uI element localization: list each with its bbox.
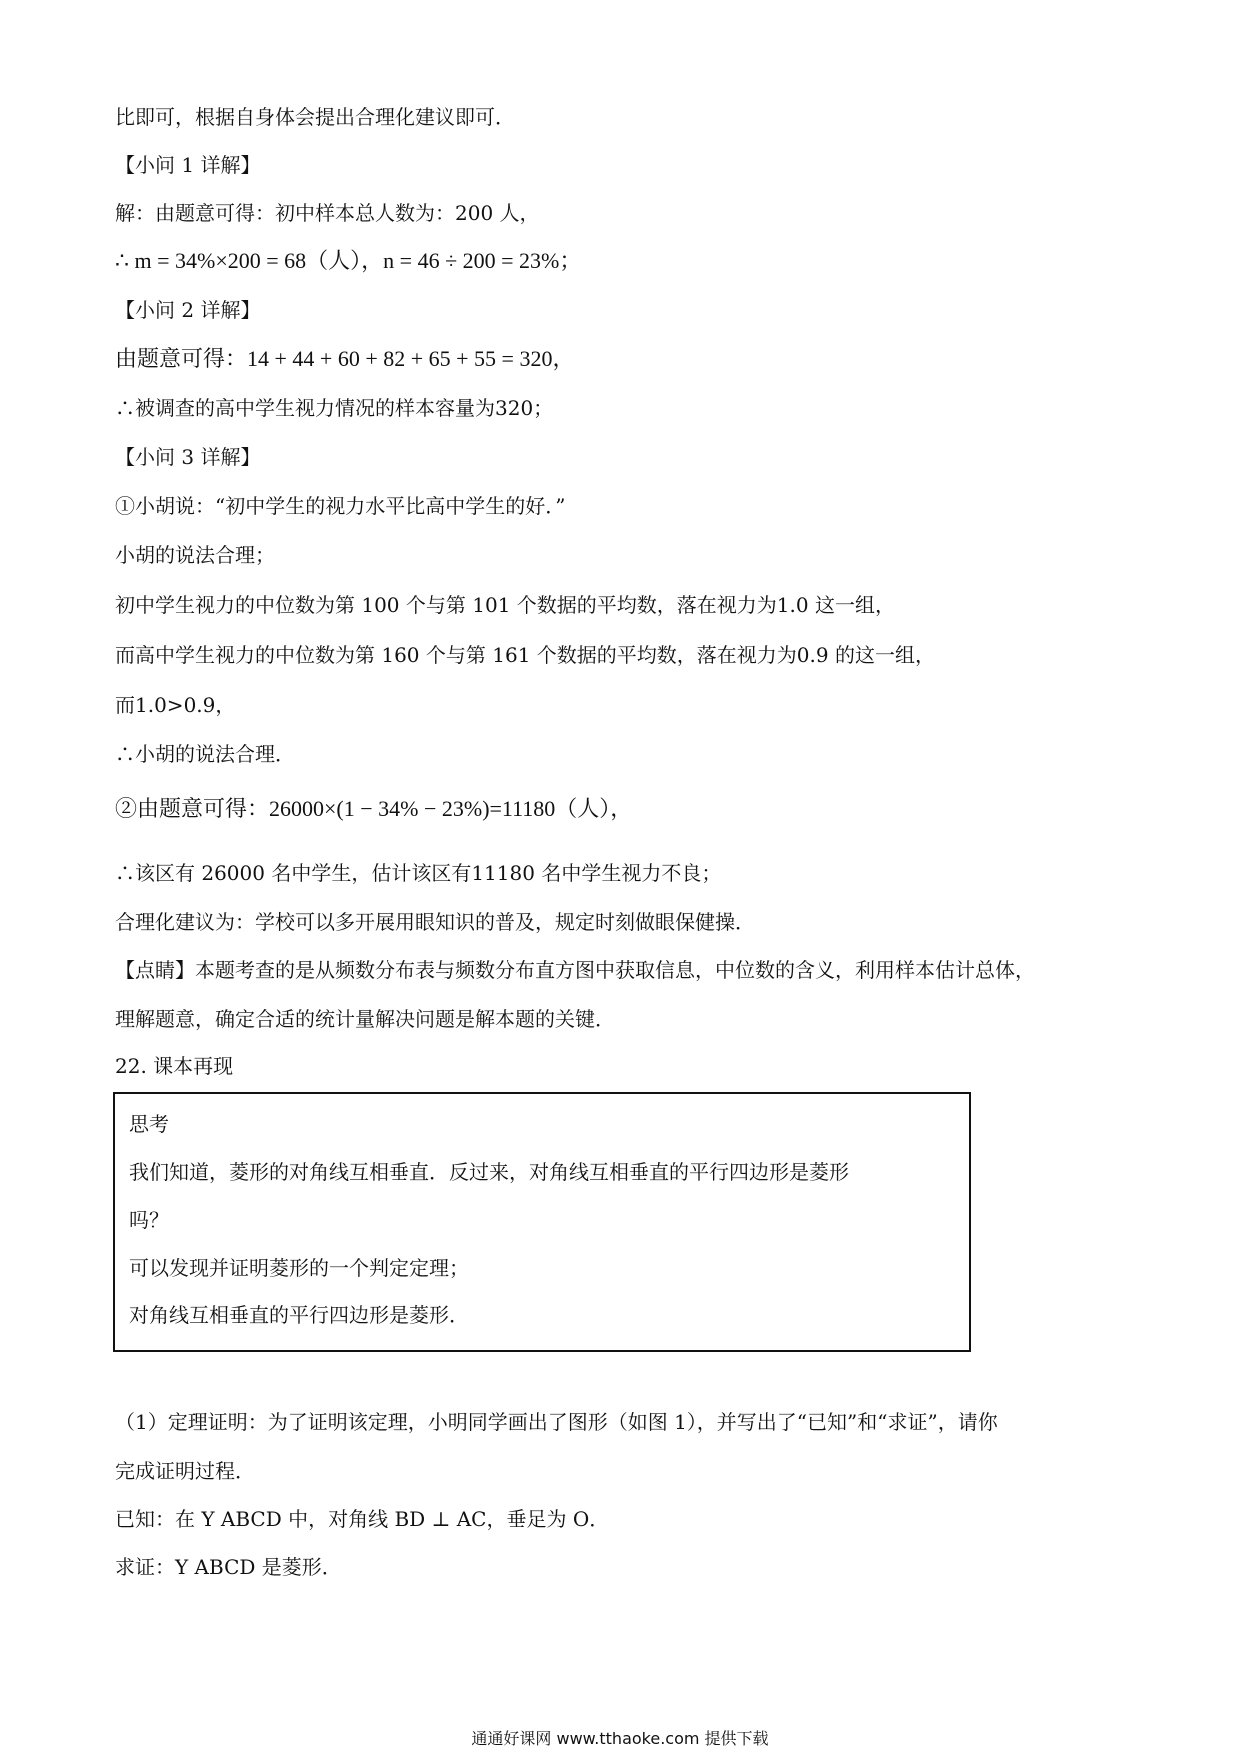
formula-line: ∴ m = 34%×200 = 68（人），n = 46 ÷ 200 = 23%； bbox=[115, 248, 582, 273]
given-line: 已知：在 Y ABCD 中，对角线 BD ⊥ AC，垂足为 O． bbox=[115, 1507, 610, 1531]
text-line: 小胡的说法合理； bbox=[115, 543, 275, 567]
text-line: ①小胡说：“初中学生的视力水平比高中学生的好．” bbox=[115, 494, 566, 518]
text-line: ∴该区有 26000 名中学生，估计该区有11180 名中学生视力不良； bbox=[115, 861, 722, 885]
box-line: 可以发现并证明菱形的一个判定定理； bbox=[129, 1256, 469, 1280]
text-line: 比即可，根据自身体会提出合理化建议即可． bbox=[115, 105, 515, 129]
subquestion-heading-2: 【小问 2 详解】 bbox=[115, 298, 261, 322]
text-line: （1）定理证明：为了证明该定理，小明同学画出了图形（如图 1），并写出了“已知”和“求证”，请你 bbox=[115, 1410, 998, 1434]
text-line: 初中学生视力的中位数为第 100 个与第 101 个数据的平均数，落在视力为1.0 这一组， bbox=[115, 593, 895, 617]
box-line: 对角线互相垂直的平行四边形是菱形． bbox=[129, 1303, 469, 1327]
text-line: 【点睛】本题考查的是从频数分布表与频数分布直方图中获取信息，中位数的含义，利用样本估计总体， bbox=[115, 958, 1035, 982]
page-footer: 通通好课网 www.tthaoke.com 提供下载 bbox=[471, 1729, 769, 1748]
formula-line: ②由题意可得：26000×(1 − 34% − 23%)=11180（人）， bbox=[115, 796, 633, 821]
question-title: 22. 课本再现 bbox=[115, 1054, 234, 1078]
text-line: 合理化建议为：学校可以多开展用眼知识的普及，规定时刻做眼保健操． bbox=[115, 910, 755, 934]
subquestion-heading-1: 【小问 1 详解】 bbox=[115, 153, 261, 177]
prove-line: 求证：Y ABCD 是菱形． bbox=[115, 1555, 342, 1579]
box-line: 吗？ bbox=[129, 1208, 169, 1232]
text-line: ∴小胡的说法合理． bbox=[115, 742, 295, 766]
text-line: 而1.0>0.9， bbox=[115, 693, 236, 717]
subquestion-heading-3: 【小问 3 详解】 bbox=[115, 445, 261, 469]
text-line: 理解题意，确定合适的统计量解决问题是解本题的关键． bbox=[115, 1007, 615, 1031]
formula-line: 由题意可得：14 + 44 + 60 + 82 + 65 + 55 = 320， bbox=[115, 346, 575, 371]
text-line: ∴被调查的高中学生视力情况的样本容量为320； bbox=[115, 396, 554, 420]
text-line: 完成证明过程． bbox=[115, 1459, 255, 1483]
textbook-box bbox=[113, 1092, 971, 1352]
box-line: 我们知道，菱形的对角线互相垂直．反过来，对角线互相垂直的平行四边形是菱形 bbox=[129, 1160, 849, 1184]
text-line: 而高中学生视力的中位数为第 160 个与第 161 个数据的平均数，落在视力为0.9 的这一组， bbox=[115, 643, 935, 667]
text-line: 解：由题意可得：初中样本总人数为：200 人， bbox=[115, 201, 540, 225]
box-title: 思考 bbox=[129, 1112, 169, 1136]
